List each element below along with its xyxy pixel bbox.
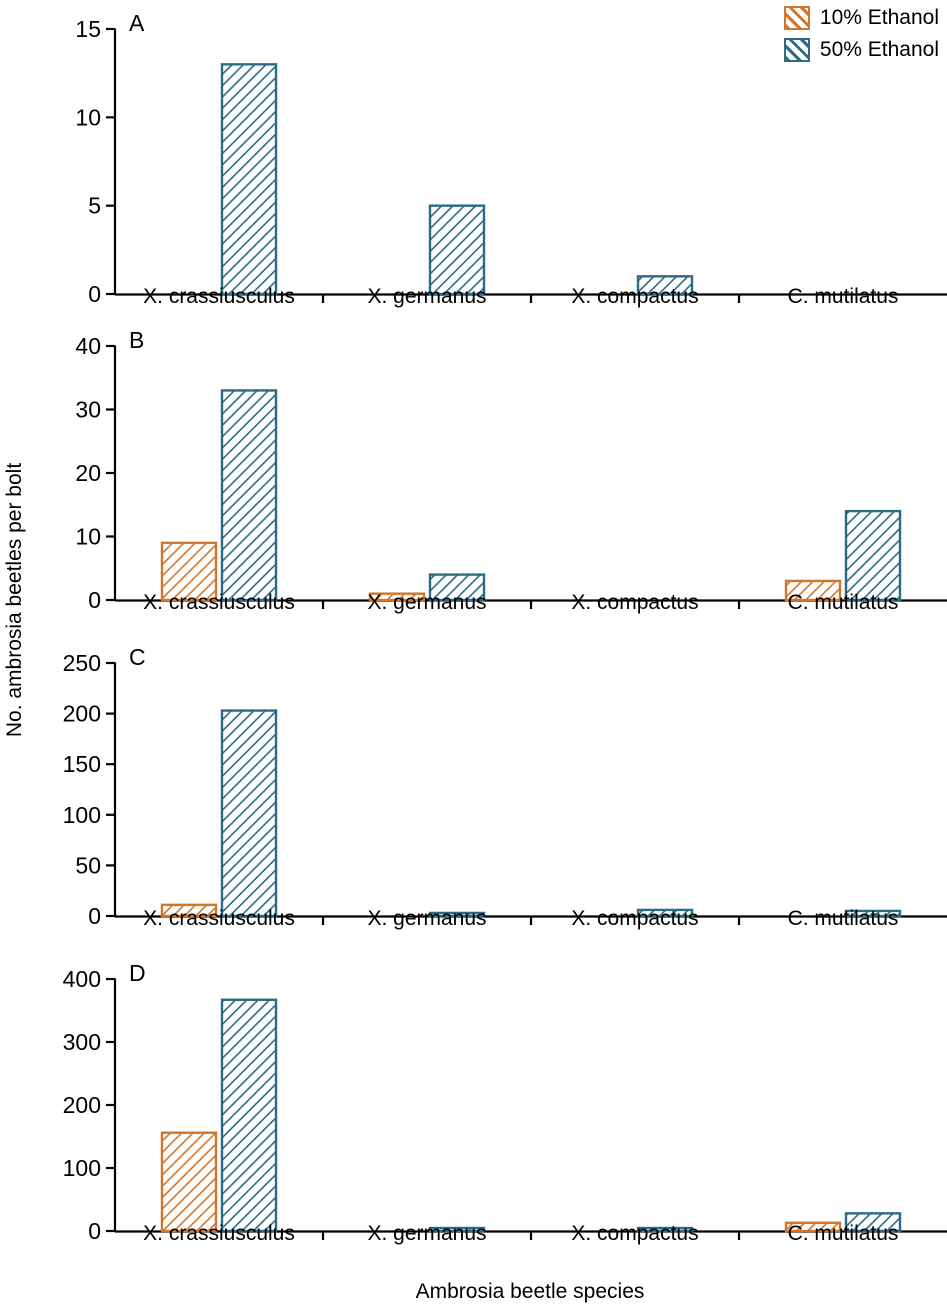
svg-text:15: 15: [75, 16, 101, 42]
svg-text:10: 10: [75, 104, 101, 131]
x-tick-labels-d: [115, 1222, 947, 1246]
y-axis-title-text: No. ambrosia beetles per bolt: [3, 462, 26, 738]
panel-d: [30, 956, 947, 1256]
x-tick-label: X. germanus: [367, 591, 487, 614]
panel-c: [30, 640, 947, 941]
svg-text:0: 0: [88, 1218, 101, 1244]
x-tick-labels-c: [115, 907, 947, 931]
svg-text:50: 50: [75, 852, 101, 879]
panel-letter-d: D: [129, 960, 146, 986]
x-tick-label: C. mutilatus: [787, 907, 899, 930]
x-tick-label: X. germanus: [367, 1222, 487, 1245]
x-tick-labels-a: [115, 285, 947, 309]
svg-text:400: 400: [62, 966, 101, 992]
x-tick-label: X. compactus: [571, 285, 699, 308]
svg-text:0: 0: [88, 281, 101, 307]
panel-letter-b: B: [129, 327, 145, 353]
legend-label-10-ethanol: 10% Ethanol: [819, 6, 939, 29]
x-tick-label: X. compactus: [571, 907, 699, 930]
svg-text:30: 30: [75, 396, 101, 423]
legend-swatch-10-ethanol: [784, 6, 810, 30]
panel-b: [30, 323, 947, 625]
panel-letter-a: A: [129, 10, 145, 36]
x-tick-labels-b: [115, 591, 947, 615]
legend-swatch-50-ethanol: [784, 38, 810, 62]
x-tick-label: C. mutilatus: [787, 591, 899, 614]
svg-text:250: 250: [62, 650, 101, 676]
x-tick-label: X. crassiusculus: [143, 1222, 295, 1245]
x-tick-label: X. crassiusculus: [143, 907, 295, 930]
svg-text:5: 5: [88, 192, 101, 219]
x-tick-label: C. mutilatus: [787, 285, 899, 308]
svg-text:200: 200: [62, 1092, 101, 1118]
legend-item-10: [784, 6, 939, 30]
panel-letter-c: C: [129, 644, 146, 670]
svg-text:10: 10: [75, 523, 101, 550]
y-axis-title: [0, 300, 30, 900]
svg-text:300: 300: [62, 1029, 101, 1055]
legend: [784, 6, 939, 62]
legend-item-50: [784, 38, 939, 62]
x-tick-label: X. crassiusculus: [143, 285, 295, 308]
x-tick-label: X. crassiusculus: [143, 591, 295, 614]
x-axis-title: Ambrosia beetle species: [415, 1280, 645, 1303]
x-tick-label: C. mutilatus: [787, 1222, 899, 1245]
svg-text:150: 150: [62, 751, 101, 778]
x-tick-label: X. germanus: [367, 907, 487, 930]
svg-text:40: 40: [75, 333, 101, 359]
svg-text:20: 20: [75, 460, 101, 486]
legend-label-50-ethanol: 50% Ethanol: [819, 38, 939, 61]
svg-text:200: 200: [62, 700, 101, 727]
svg-text:0: 0: [88, 587, 101, 613]
svg-text:100: 100: [62, 801, 101, 828]
svg-text:100: 100: [62, 1155, 101, 1181]
x-tick-label: X. germanus: [367, 285, 487, 308]
svg-text:0: 0: [88, 903, 101, 929]
x-tick-label: X. compactus: [571, 591, 699, 614]
x-tick-label: X. compactus: [571, 1222, 699, 1245]
